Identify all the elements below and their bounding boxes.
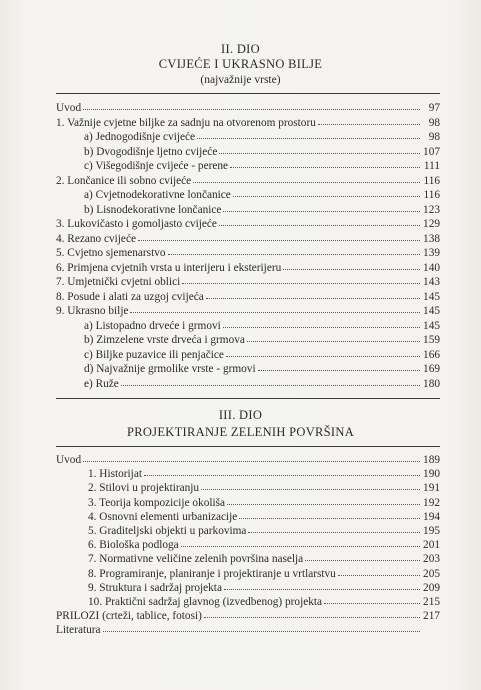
- toc-entry-label: 4. Rezano cvijeće: [56, 232, 136, 245]
- toc-entry: [56, 231, 440, 245]
- toc-entry-label: a) Cvjetnodekorativne lončanice: [84, 189, 231, 201]
- toc-entry-label: 5. Graditeljski objekti u parkovima: [88, 525, 247, 537]
- toc-entry: [56, 289, 440, 303]
- toc-leader-dots: [103, 621, 420, 632]
- part3-subtitle: PROJEKTIRANJE ZELENIH POVRŠINA: [126, 425, 355, 439]
- toc-entry: [56, 523, 440, 537]
- toc-entry-label: Uvod: [56, 454, 82, 466]
- toc-leader-dots: [182, 273, 420, 284]
- toc-entry-page: 97: [428, 102, 440, 114]
- toc-leader-dots: [239, 508, 420, 519]
- toc-entry-page: 180: [423, 377, 440, 390]
- toc-entry: [56, 551, 440, 565]
- toc-entry-page: 145: [423, 319, 440, 332]
- toc-entry: [56, 480, 440, 494]
- toc-entry-page: 139: [423, 247, 440, 259]
- toc-entry-page: 145: [423, 290, 440, 303]
- toc-entry: [56, 347, 440, 361]
- toc-entry-label: 3. Lukovičasto i gomoljasto cvijeće: [56, 218, 217, 230]
- toc-entry: [56, 173, 440, 187]
- toc-leader-dots: [201, 479, 420, 490]
- toc-entry-label: a) Jednogodišnje cvijeće: [84, 131, 196, 143]
- toc-entry-page: 166: [423, 348, 440, 361]
- toc-entry-page: 116: [423, 189, 440, 201]
- toc-leader-dots: [130, 302, 420, 313]
- toc-entry-page: 209: [423, 581, 440, 594]
- toc-entry: [56, 158, 440, 172]
- toc-entry-page: 138: [423, 232, 440, 245]
- part2-note: (najvažnije vrste): [200, 74, 281, 86]
- toc-entry-page: 145: [423, 305, 440, 317]
- part2-top-rule: [56, 93, 440, 94]
- toc-entry-label: 7. Normativne veličine zelenih površina naselja: [88, 553, 304, 566]
- toc-entry: [56, 509, 440, 523]
- toc-leader-dots: [223, 317, 420, 328]
- toc-entry: [56, 318, 440, 332]
- toc-leader-dots: [83, 99, 420, 110]
- toc-entry: [56, 594, 440, 608]
- toc-entry-page: 159: [423, 334, 440, 346]
- toc-entry: [56, 580, 440, 594]
- toc-leader-dots: [324, 593, 420, 604]
- part2-title: II. DIO: [221, 42, 260, 56]
- toc-entry: [56, 100, 440, 114]
- toc-entry-label: b) Lisnodekorativne lončanice: [84, 203, 222, 216]
- toc-entry-label: b) Dvogodišnje ljetno cvijeće: [84, 145, 218, 158]
- toc-entry-page: 217: [423, 610, 440, 623]
- toc-leader-dots: [258, 360, 420, 371]
- toc-entry: [56, 187, 440, 201]
- toc-leader-dots: [138, 230, 420, 241]
- toc-entry: [56, 216, 440, 230]
- toc-entry-label: 1. Važnije cvjetne biljke za sadnju na otvorenom prostoru: [56, 116, 316, 129]
- toc-entry-label: 6. Primjena cvjetnih vrsta u interijeru i eksterijeru: [56, 261, 282, 274]
- toc-entry-label: 2. Lončanice ili sobno cvijeće: [56, 174, 192, 187]
- toc-entry-page: 123: [423, 203, 440, 216]
- part3-title: III. DIO: [218, 408, 263, 422]
- toc-entry-page: 98: [428, 116, 440, 129]
- toc-entry-label: 4. Osnovni elementi urbanizacije: [88, 510, 238, 523]
- toc-leader-dots: [338, 565, 420, 576]
- toc-entry-page: 201: [423, 539, 440, 552]
- toc-entry: [56, 495, 440, 509]
- part3-top-rule: [56, 446, 440, 447]
- toc-entry-label: Uvod: [56, 102, 82, 114]
- toc-entry-label: c) Višegodišnje cvijeće - perene: [84, 160, 229, 172]
- toc-entry: [56, 376, 440, 390]
- toc-leader-dots: [219, 215, 420, 226]
- toc-entry-label: 3. Teorija kompozicije okoliša: [88, 496, 226, 509]
- toc-leader-dots: [219, 143, 420, 154]
- toc-leader-dots: [121, 375, 420, 386]
- toc-entry: [56, 144, 440, 158]
- toc-entry-label: b) Zimzelene vrste drveća i grmova: [84, 334, 245, 346]
- toc-entry-label: PRILOZI (crteži, tablice, fotosi): [56, 610, 202, 623]
- toc-leader-dots: [248, 522, 420, 533]
- toc-entry-page: 215: [423, 596, 440, 608]
- toc-entry-page: 143: [423, 276, 440, 288]
- toc-entry-label: 6. Biološka podloga: [88, 539, 179, 552]
- toc-entry: [56, 245, 440, 259]
- toc-leader-dots: [193, 172, 420, 183]
- toc-entry-page: 205: [423, 567, 440, 580]
- toc-entry-page: 169: [423, 363, 440, 375]
- toc-leader-dots: [204, 607, 420, 618]
- toc-entry-label: d) Najvažnije grmolike vrste - grmovi: [84, 363, 256, 375]
- toc-leader-dots: [144, 465, 420, 476]
- toc-leader-dots: [283, 259, 420, 270]
- part2-bottom-rule: [56, 398, 440, 399]
- toc-entry-page: 195: [423, 525, 440, 537]
- part2-subtitle: CVIJEĆE I UKRASNO BILJE: [158, 57, 323, 71]
- toc-entry-label: 1. Historijat: [88, 468, 142, 481]
- toc-entry: [56, 129, 440, 143]
- toc-entry: [56, 566, 440, 580]
- toc-entry-label: Literatura: [56, 624, 101, 637]
- toc-entry: [56, 361, 440, 375]
- toc-leader-dots: [181, 536, 420, 547]
- toc-leader-dots: [223, 201, 420, 212]
- toc-leader-dots: [318, 114, 420, 125]
- toc-entry-page: 190: [423, 468, 440, 481]
- toc-entry-page: 116: [423, 174, 440, 187]
- toc-entry-page: 140: [423, 261, 440, 274]
- toc-entry: [56, 202, 440, 216]
- toc-leader-dots: [226, 346, 420, 357]
- toc-leader-dots: [227, 494, 420, 505]
- toc-entry: [56, 274, 440, 288]
- toc-entry: [56, 260, 440, 274]
- toc-entry: [56, 608, 440, 622]
- toc-entry-label: c) Biljke puzavice ili penjačice: [84, 348, 224, 361]
- toc-leader-dots: [168, 244, 421, 255]
- toc-leader-dots: [206, 288, 420, 299]
- toc-entry: [56, 452, 440, 466]
- toc-entry-label: a) Listopadno drveće i grmovi: [84, 319, 221, 332]
- toc-entry: [56, 466, 440, 480]
- toc-entry: [56, 537, 440, 551]
- toc-entry-label: 2. Stilovi u projektiranju: [88, 482, 200, 495]
- toc-entry-label: e) Ruže: [84, 377, 119, 390]
- toc-entry: [56, 622, 440, 636]
- toc-entry-page: 107: [423, 145, 440, 158]
- toc-entry-page: 129: [423, 218, 440, 230]
- toc-entry-label: 7. Umjetnički cvjetni oblici: [56, 276, 181, 288]
- toc-entry: [56, 115, 440, 129]
- toc-entry-label: 8. Posude i alati za uzgoj cvijeća: [56, 290, 204, 303]
- toc-entry-page: 98: [428, 131, 440, 143]
- toc-leader-dots: [224, 579, 420, 590]
- toc-entry-label: 8. Programiranje, planiranje i projektiranje u vrtlarstvu: [88, 567, 336, 580]
- toc-entry-label: 9. Struktura i sadržaj projekta: [88, 581, 222, 594]
- toc-entry-page: 191: [423, 482, 440, 495]
- toc-entry: [56, 332, 440, 346]
- toc-entry-label: 10. Praktični sadržaj glavnog (izvedbenog) projekta: [88, 596, 323, 608]
- toc-entry: [56, 303, 440, 317]
- toc-leader-dots: [305, 550, 420, 561]
- toc-entry-page: 203: [423, 553, 440, 566]
- toc-leader-dots: [233, 186, 420, 197]
- toc-entry-page: 111: [423, 160, 440, 172]
- toc-entry-page: 189: [423, 454, 440, 466]
- toc-leader-dots: [230, 157, 420, 168]
- toc-leader-dots: [247, 331, 420, 342]
- toc-entry-label: 5. Cvjetno sjemenarstvo: [56, 247, 166, 259]
- toc-leader-dots: [83, 451, 420, 462]
- toc-leader-dots: [197, 128, 420, 139]
- toc-entry-page: 192: [423, 496, 440, 509]
- toc-entry-label: 9. Ukrasno bilje: [56, 305, 129, 317]
- toc-entry-page: 194: [423, 510, 440, 523]
